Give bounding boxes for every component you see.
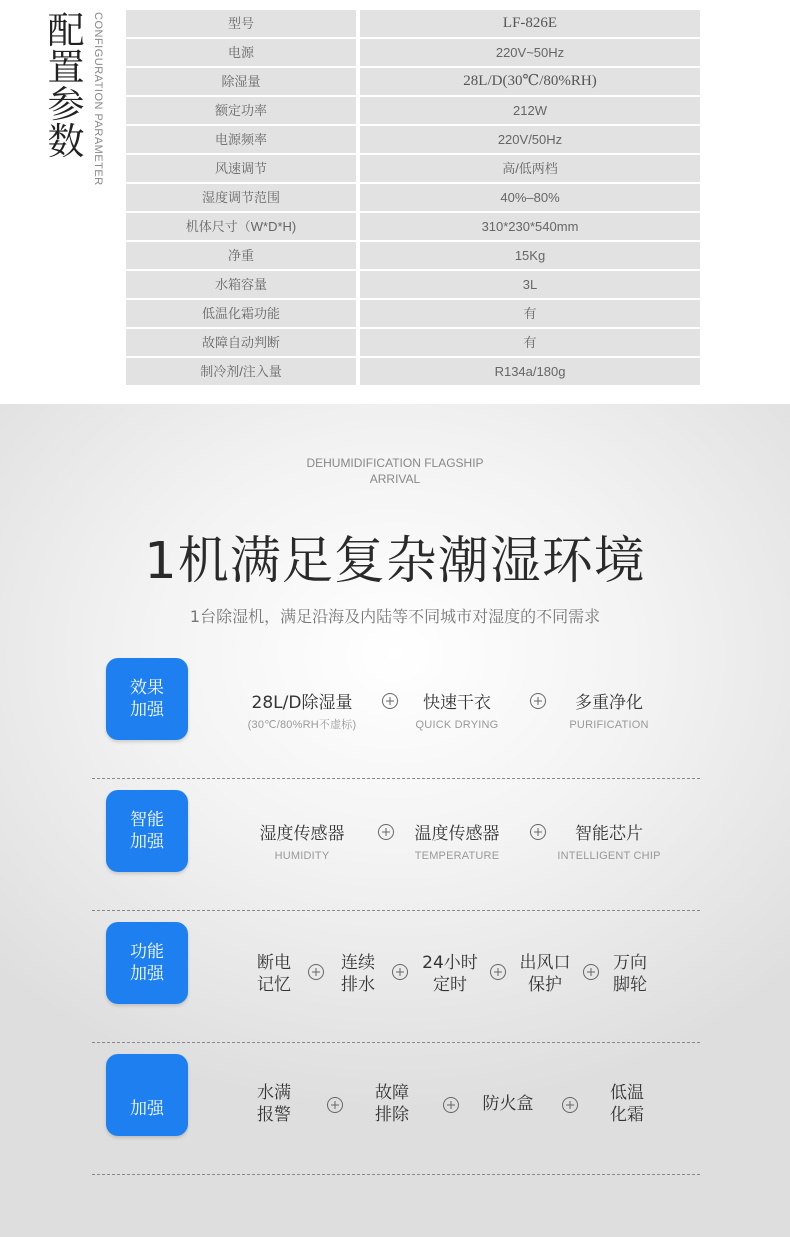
badge-text: 智能 — [130, 810, 164, 830]
feature-sublabel: PURIFICATION — [569, 719, 649, 731]
feature-label: 化霜 — [610, 1105, 644, 1125]
plus-icon — [530, 693, 546, 709]
spec-value: 有 — [360, 300, 700, 327]
plus-icon — [490, 964, 506, 980]
spec-row — [126, 184, 700, 211]
feature-label: 24小时 — [422, 953, 478, 973]
spec-value: 212W — [360, 97, 700, 124]
feature-badge — [106, 922, 188, 1004]
spec-value: 15Kg — [360, 242, 700, 269]
feature-label: 多重净化 — [574, 693, 643, 713]
spec-row — [126, 39, 700, 66]
spec-label: 电源频率 — [126, 126, 356, 153]
main-subtitle: 1台除湿机，满足沿海及内陆等不同城市对湿度的不同需求 — [189, 607, 601, 626]
feature-label: 保护 — [528, 975, 562, 995]
feature-label: 温度传感器 — [414, 824, 500, 844]
feature-item — [569, 692, 648, 732]
config-title-char: 配 — [47, 9, 85, 52]
plus-icon — [443, 1097, 459, 1113]
spec-value: 高/低两档 — [360, 155, 700, 182]
plus-icon — [382, 693, 398, 709]
spec-value: R134a/180g — [360, 358, 700, 385]
feature-label: 万向 — [613, 953, 647, 973]
badge-text: 加强 — [130, 964, 164, 984]
spec-row — [126, 97, 700, 124]
feature-label: 断电 — [257, 953, 291, 973]
banner-english — [0, 455, 790, 487]
feature-item — [415, 823, 500, 863]
feature-item — [248, 692, 357, 732]
main-title: 1机满足复杂潮湿环境 — [144, 532, 646, 591]
spec-value: LF-826E — [360, 10, 700, 37]
feature-badge — [106, 1054, 188, 1136]
feature-item — [416, 692, 499, 732]
feature-item — [483, 1093, 534, 1115]
spec-row — [126, 329, 700, 356]
spec-label: 额定功率 — [126, 97, 356, 124]
spec-label: 型号 — [126, 10, 356, 37]
spec-value: 28L/D(30℃/80%RH) — [360, 68, 700, 95]
config-title-char: 参 — [47, 83, 85, 126]
feature-label: 脚轮 — [613, 975, 647, 995]
feature-label: 低温 — [610, 1083, 644, 1103]
feature-label: 智能芯片 — [575, 824, 643, 844]
feature-sublabel: TEMPERATURE — [414, 850, 500, 862]
feature-item — [260, 823, 345, 863]
feature-item — [557, 823, 660, 863]
feature-group-effect — [92, 646, 700, 779]
feature-item — [375, 1082, 409, 1126]
plus-icon — [562, 1097, 578, 1113]
spec-value: 220V~50Hz — [360, 39, 700, 66]
feature-label: 报警 — [257, 1105, 291, 1125]
feature-label: 28L/D除湿量 — [251, 693, 353, 713]
spec-label: 机体尺寸（W*D*H) — [126, 213, 356, 240]
banner-line: ARRIVAL — [369, 472, 421, 486]
spec-row — [126, 155, 700, 182]
plus-icon — [530, 824, 546, 840]
badge-text: 加强 — [130, 1099, 164, 1119]
spec-value: 有 — [360, 329, 700, 356]
spec-row — [126, 10, 700, 37]
feature-label: 湿度传感器 — [259, 824, 345, 844]
spec-label: 湿度调节范围 — [126, 184, 356, 211]
feature-label: 排水 — [341, 975, 375, 995]
feature-badge — [106, 658, 188, 740]
feature-sublabel: QUICK DRYING — [415, 719, 499, 731]
feature-sublabel: HUMIDITY — [274, 850, 330, 862]
banner-line: DEHUMIDIFICATION FLAGSHIP — [306, 456, 484, 470]
feature-label: 定时 — [432, 975, 467, 995]
spec-row — [126, 242, 700, 269]
spec-table — [126, 10, 700, 387]
feature-label: 快速干衣 — [422, 693, 491, 713]
spec-value: 220V/50Hz — [360, 126, 700, 153]
spec-row — [126, 358, 700, 385]
feature-item — [613, 952, 647, 996]
feature-label: 出风口 — [519, 953, 571, 973]
feature-label: 防火盒 — [482, 1094, 534, 1114]
feature-group-smart — [92, 778, 700, 911]
feature-item — [422, 952, 478, 996]
config-title — [44, 9, 88, 163]
spec-value: 3L — [360, 271, 700, 298]
spec-row — [126, 213, 700, 240]
badge-text: 效果 — [130, 678, 164, 698]
feature-label: 连续 — [341, 953, 375, 973]
feature-item — [257, 952, 291, 996]
spec-label: 水箱容量 — [126, 271, 356, 298]
spec-row — [126, 126, 700, 153]
spec-label: 风速调节 — [126, 155, 356, 182]
config-section — [0, 0, 790, 404]
spec-value: 40%–80% — [360, 184, 700, 211]
spec-label: 除湿量 — [126, 68, 356, 95]
feature-label: 故障 — [375, 1083, 409, 1103]
feature-label: 记忆 — [257, 975, 291, 995]
spec-row — [126, 68, 700, 95]
plus-icon — [327, 1097, 343, 1113]
config-title-char: 置 — [47, 46, 85, 89]
feature-sublabel: INTELLIGENT CHIP — [557, 850, 661, 862]
feature-item — [520, 952, 571, 996]
feature-label: 排除 — [375, 1105, 409, 1125]
badge-text: 加强 — [130, 832, 164, 852]
config-subtitle: CONFIGURATION PARAMETER — [92, 12, 104, 186]
badge-text: 功能 — [130, 942, 164, 962]
feature-sublabel: (30℃/80%RH不虚标) — [247, 719, 357, 731]
spec-label: 电源 — [126, 39, 356, 66]
feature-group-function — [92, 910, 700, 1043]
spec-label: 制冷剂/注入量 — [126, 358, 356, 385]
plus-icon — [378, 824, 394, 840]
feature-item — [257, 1082, 291, 1126]
spec-label: 低温化霜功能 — [126, 300, 356, 327]
spec-row — [126, 300, 700, 327]
feature-label: 水满 — [257, 1083, 291, 1103]
feature-group-extra — [92, 1042, 700, 1175]
spec-row — [126, 271, 700, 298]
spec-value: 310*230*540mm — [360, 213, 700, 240]
feature-badge — [106, 790, 188, 872]
plus-icon — [308, 964, 324, 980]
feature-item — [610, 1082, 644, 1126]
badge-text: 加强 — [130, 700, 164, 720]
plus-icon — [583, 964, 599, 980]
feature-item — [341, 952, 375, 996]
features-section — [0, 404, 790, 1237]
spec-label: 故障自动判断 — [126, 329, 356, 356]
spec-label: 净重 — [126, 242, 356, 269]
config-title-char: 数 — [47, 120, 85, 163]
plus-icon — [392, 964, 408, 980]
